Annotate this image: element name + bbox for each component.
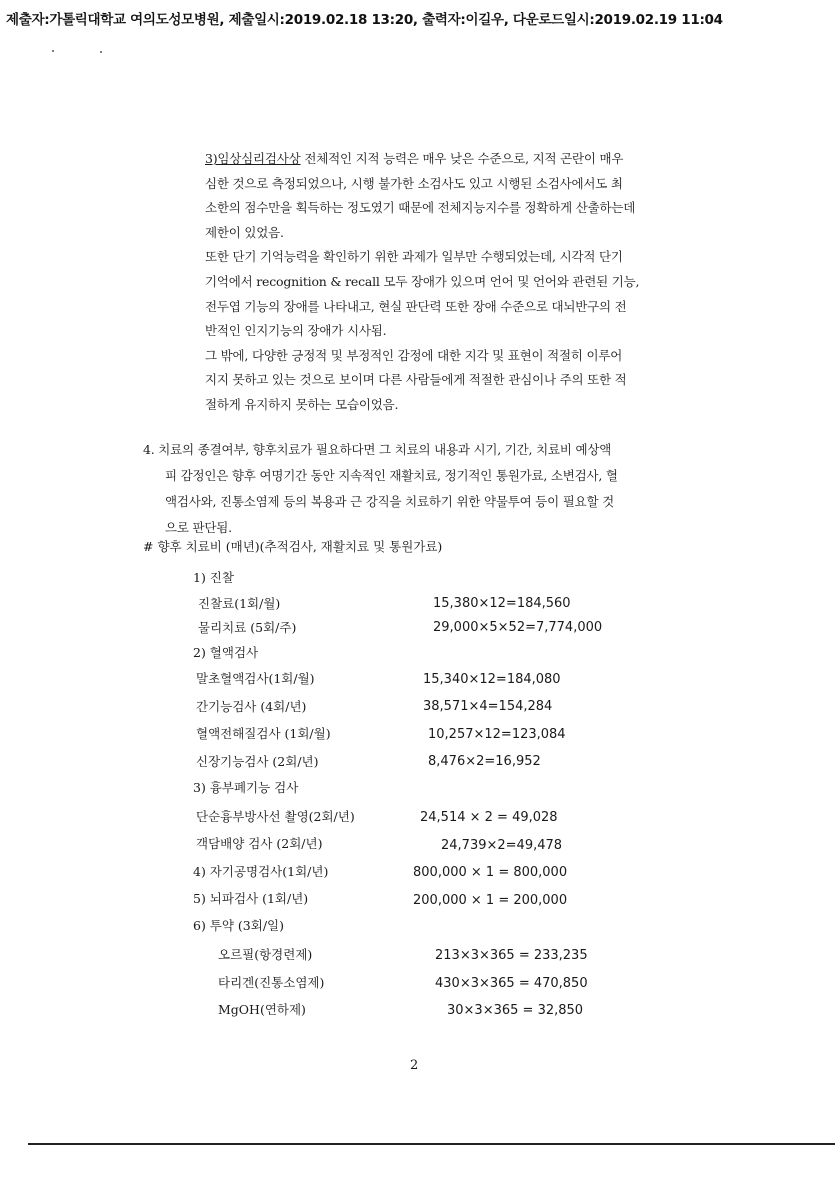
group-heading: 3) 흉부폐기능 검사 [193,780,299,795]
page-number: 2 [410,1058,419,1073]
cost-label: 간기능검사 (4회/년) [196,699,307,714]
cost-value: 8,476×2=16,952 [428,754,541,769]
cost-label: MgOH(연하제) [218,1002,306,1017]
cost-label: 물리치료 (5회/주) [198,620,297,635]
para-line: 소한의 점수만을 획득하는 정도였기 때문에 전체지능지수를 정확하게 산출하는데 [205,200,636,216]
cost-value: 15,340×12=184,080 [423,672,561,687]
cost-label: 단순흉부방사선 촬영(2회/년) [196,809,355,824]
group-heading: 2) 혈액검사 [193,645,259,660]
para-line: 제한이 있었음. [205,224,284,240]
cost-value: 29,000×5×52=7,774,000 [433,620,603,635]
cost-value: 200,000 × 1 = 200,000 [413,893,568,908]
section-line: 피 감정인은 향후 여명기간 동안 지속적인 재활치료, 정기적인 통원가료, 소변검사, 혈 [165,468,618,483]
cost-value: 10,257×12=123,084 [428,727,566,742]
cost-value: 24,739×2=49,478 [441,838,563,853]
para-line: 지지 못하고 있는 것으로 보이며 다른 사람들에게 적절한 관심이나 주의 또한 적 [205,372,627,388]
cost-value: 15,380×12=184,560 [433,596,571,611]
submission-header: 제출자:가톨릭대학교 여의도성모병원, 제출일시:2019.02.18 13:20, 출력자:이길우, 다운로드일시:2019.02.19 11:04 [6,12,723,28]
cost-label: 진찰료(1회/월) [198,596,281,611]
cost-label: 신장기능검사 (2회/년) [196,754,319,769]
cost-label: 4) 자기공명검사(1회/년) [193,864,329,879]
section-line: 액검사와, 진통소염제 등의 복용과 근 강직을 치료하기 위한 약물투여 등이 필요할 것 [165,494,615,509]
clinical-psych-paragraph [205,147,705,418]
cost-label: 객담배양 검사 (2회/년) [196,836,323,851]
future-costs-title: # 향후 치료비 (매년)(추적검사, 재활치료 및 통원가료) [143,539,443,554]
para-line: 기억에서 recognition & recall 모두 장애가 있으며 언어 및 언어와 관련된 기능, [205,273,640,289]
cost-value: 38,571×4=154,284 [423,699,553,714]
cost-label: 오르필(항경련제) [218,947,313,962]
cost-label: 타리겐(진통소염제) [218,975,325,990]
cost-value: 24,514 × 2 = 49,028 [420,810,558,825]
cost-value: 30×3×365 = 32,850 [447,1003,584,1018]
cost-label: 말초혈액검사(1회/월) [196,671,315,686]
cost-value: 800,000 × 1 = 800,000 [413,865,568,880]
para-line: 또한 단기 기억능력을 확인하기 위한 과제가 일부만 수행되었는데, 시각적 단기 [205,249,623,265]
para-label: 3)임상심리검사상 [205,151,301,166]
scan-specks [0,50,120,60]
para-line: 심한 것으로 측정되었으나, 시행 불가한 소검사도 있고 시행된 소검사에서도 최 [205,175,623,191]
section-line: 으로 판단됨. [165,520,232,535]
para-line: 절하게 유지하지 못하는 모습이었음. [205,396,399,412]
cost-label: 5) 뇌파검사 (1회/년) [193,891,309,906]
cost-label: 혈액전해질검사 (1회/월) [196,726,331,741]
bottom-divider [28,1143,835,1145]
section-heading: 4. 치료의 종결여부, 향후치료가 필요하다면 그 치료의 내용과 시기, 기간, 치료비 예상액 [143,442,612,457]
cost-value: 430×3×365 = 470,850 [435,976,588,991]
para-line: 반적인 인지기능의 장애가 시사됨. [205,323,387,339]
para-line: 3)임상심리검사상 전체적인 지적 능력은 매우 낮은 수준으로, 지적 곤란이 매우 [205,151,624,166]
cost-value: 213×3×365 = 233,235 [435,948,588,963]
group-heading: 1) 진찰 [193,570,234,585]
section-4-treatment [143,437,703,541]
para-line: 전두엽 기능의 장애를 나타내고, 현실 판단력 또한 장애 수준으로 대뇌반구의 전 [205,298,627,314]
group-heading: 6) 투약 (3회/일) [193,918,284,933]
para-line: 그 밖에, 다양한 긍정적 및 부정적인 감정에 대한 지각 및 표현이 적절히 이루어 [205,347,623,363]
